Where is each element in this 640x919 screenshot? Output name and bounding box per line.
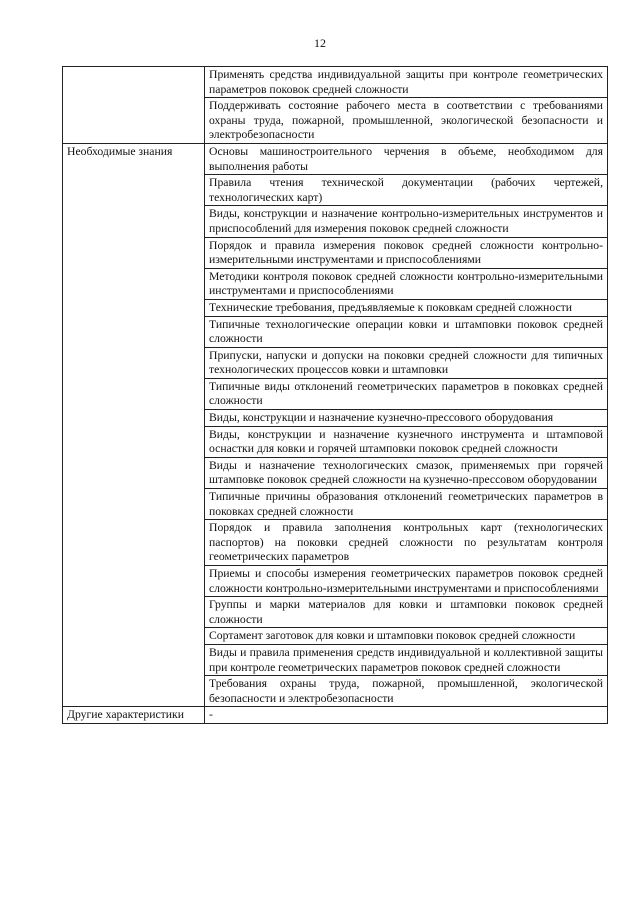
knowledge-item: Группы и марки материалов для ковки и штамповки поковок средней сложности: [205, 597, 608, 628]
knowledge-item: Типичные технологические операции ковки и штамповки поковок средней сложности: [205, 316, 608, 347]
knowledge-section-label: Необходимые знания: [63, 143, 205, 706]
knowledge-item: Сортамент заготовок для ковки и штамповки поковок средней сложности: [205, 628, 608, 645]
knowledge-item: Виды и правила применения средств индивидуальной и коллективной защиты при контроле геометрических параметров поковок средней сложности: [205, 644, 608, 675]
knowledge-item: Основы машиностроительного черчения в объеме, необходимом для выполнения работы: [205, 143, 608, 174]
other-value: -: [205, 707, 608, 724]
knowledge-item: Виды, конструкции и назначение кузнечного инструмента и штамповой оснастки для ковки и горячей штамповки поковок средней сложности: [205, 426, 608, 457]
skill-item: Применять средства индивидуальной защиты при контроле геометрических параметров поковок средней сложности: [205, 67, 608, 98]
page-number: 12: [314, 36, 326, 50]
knowledge-item: Виды, конструкции и назначение кузнечно-прессового оборудования: [205, 410, 608, 427]
knowledge-item: Типичные причины образования отклонений геометрических параметров в поковках средней сложности: [205, 489, 608, 520]
table-row: [63, 143, 608, 174]
requirements-table: [62, 66, 608, 724]
knowledge-item: Правила чтения технической документации (рабочих чертежей, технологических карт): [205, 175, 608, 206]
knowledge-item: Порядок и правила заполнения контрольных карт (технологических паспортов) на поковки средней сложности по результатам контроля геометрических параметров: [205, 520, 608, 566]
continued-section-label: [63, 67, 205, 144]
knowledge-item: Технические требования, предъявляемые к поковкам средней сложности: [205, 299, 608, 316]
table-row: [63, 707, 608, 724]
skill-item: Поддерживать состояние рабочего места в соответствии с требованиями охраны труда, пожарной, промышленной, экологической безопасности и электробезопасности: [205, 98, 608, 144]
knowledge-item: Типичные виды отклонений геометрических параметров в поковках средней сложности: [205, 378, 608, 409]
knowledge-item: Виды, конструкции и назначение контрольно-измерительных инструментов и приспособлений для измерения поковок средней сложности: [205, 206, 608, 237]
knowledge-item: Виды и назначение технологических смазок, применяемых при горячей штамповке поковок средней сложности на кузнечно-прессовом оборудовании: [205, 457, 608, 488]
knowledge-item: Приемы и способы измерения геометрических параметров поковок средней сложности контрольно-измерительными инструментами и приспособлениями: [205, 566, 608, 597]
knowledge-item: Требования охраны труда, пожарной, промышленной, экологической безопасности и электробезопасности: [205, 676, 608, 707]
table-row: [63, 67, 608, 98]
knowledge-item: Методики контроля поковок средней сложности контрольно-измерительными инструментами и приспособлениями: [205, 268, 608, 299]
other-section-label: Другие характеристики: [63, 707, 205, 724]
knowledge-item: Припуски, напуски и допуски на поковки средней сложности для типичных технологических процессов ковки и штамповки: [205, 347, 608, 378]
knowledge-item: Порядок и правила измерения поковок средней сложности контрольно-измерительными инструментами и приспособлениями: [205, 237, 608, 268]
